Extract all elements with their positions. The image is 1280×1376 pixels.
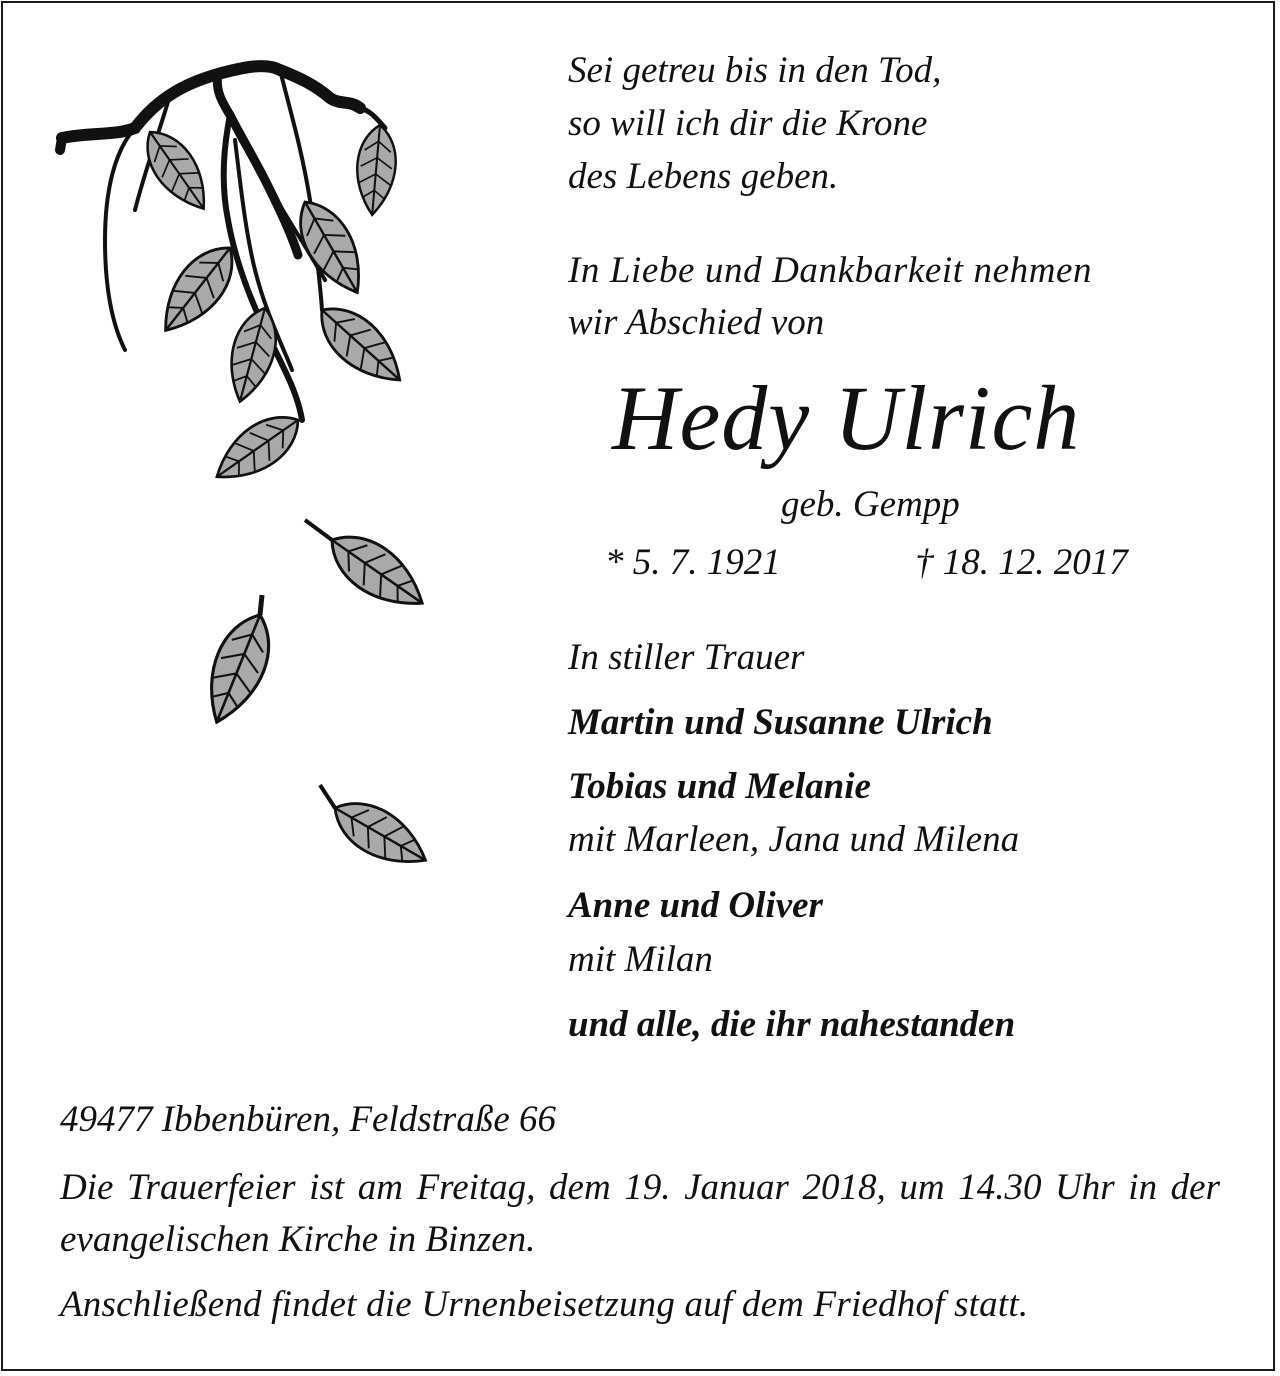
maiden-name: geb. Gempp	[781, 484, 960, 525]
family-3-children: mit Milan	[568, 939, 713, 980]
burial-info: Anschließend findet die Urnenbeisetzung auf dem Friedhof statt.	[60, 1284, 1029, 1325]
intro-line-2: wir Abschied von	[568, 302, 825, 343]
mourners-closing: und alle, die ihr nahestanden	[568, 1004, 1016, 1045]
family-2: Tobias und Melanie	[568, 766, 871, 807]
deceased-name: Hedy Ulrich	[612, 367, 1081, 469]
verse-line-3: des Lebens geben.	[568, 156, 839, 197]
birth-date: * 5. 7. 1921	[605, 542, 781, 583]
family-1: Martin und Susanne Ulrich	[568, 702, 993, 743]
death-date: † 18. 12. 2017	[915, 542, 1128, 583]
family-3: Anne und Oliver	[568, 885, 823, 926]
service-info: Die Trauerfeier ist am Freitag, dem 19. Januar 2018, um 14.30 Uhr in der evangelischen Kirche in Binzen.	[60, 1167, 1220, 1260]
verse-line-1: Sei getreu bis in den Tod,	[568, 50, 942, 91]
branch-with-leaves-illustration	[40, 40, 460, 880]
verse-line-2: so will ich dir die Krone	[568, 103, 928, 144]
address: 49477 Ibbenbüren, Feldstraße 66	[60, 1099, 556, 1140]
family-2-children: mit Marleen, Jana und Milena	[568, 819, 1020, 860]
intro-line-1: In Liebe und Dankbarkeit nehmen	[568, 250, 1093, 291]
mourners-heading: In stiller Trauer	[568, 637, 805, 678]
